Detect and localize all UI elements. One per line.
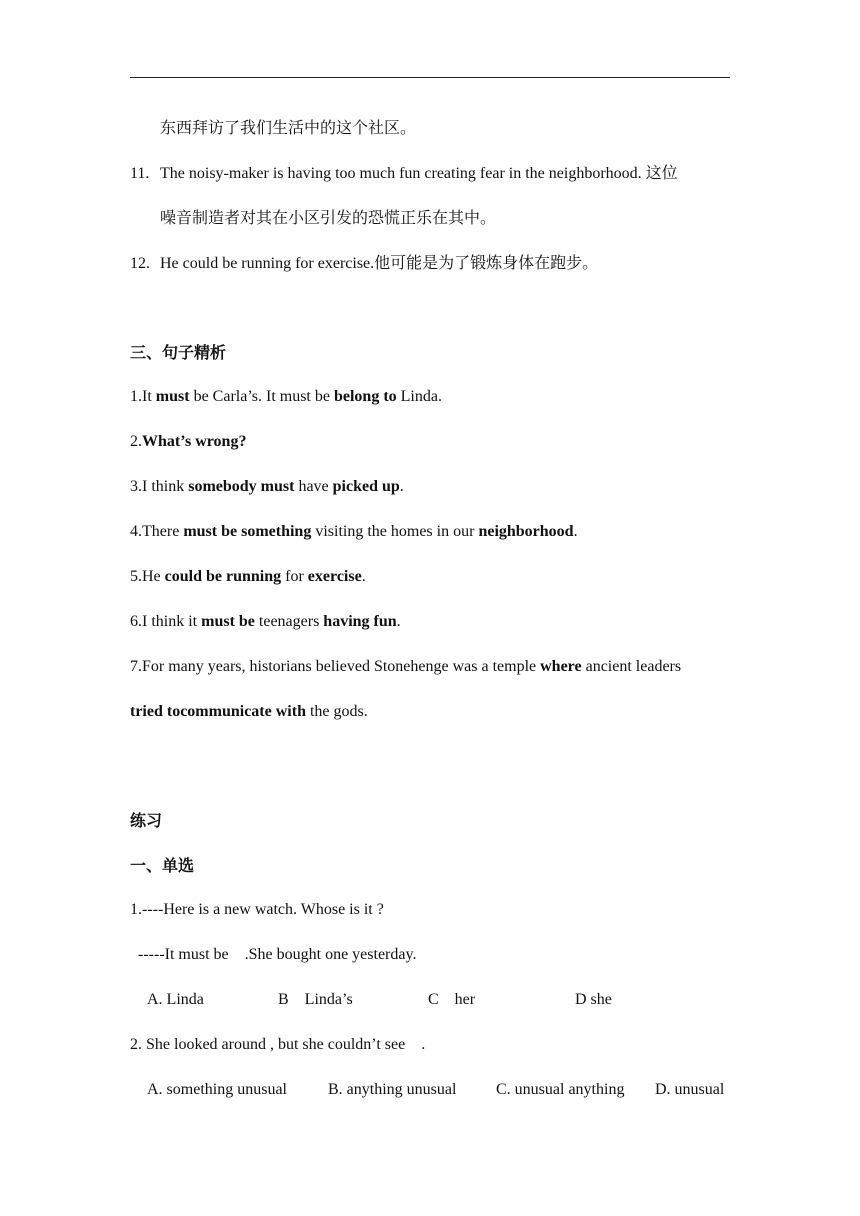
sentence-5	[130, 566, 366, 588]
sentence-1	[130, 386, 442, 408]
sentence-7-cont	[130, 701, 368, 723]
sentence-text: have	[294, 478, 333, 495]
sentence-4	[130, 521, 578, 543]
question-1-answer-line: -----It must be .She bought one yesterday.	[138, 946, 417, 963]
sentence-key-phrase: where	[540, 658, 582, 675]
sentence-text: visiting the homes in our	[311, 523, 479, 540]
question-1: 1.----Here is a new watch. Whose is it ?	[130, 901, 384, 918]
sentence-key-phrase: neighborhood	[478, 523, 574, 540]
question-1-option-d: D she	[575, 991, 612, 1008]
question-1-option-c: C her	[428, 991, 476, 1008]
sentence-key-phrase: belong to	[333, 388, 397, 405]
item-number: 11.	[130, 165, 150, 182]
question-1-option-b: B Linda’s	[278, 991, 353, 1008]
question-1-option-a: A. Linda	[147, 991, 204, 1008]
translation-continuation: 东西拜访了我们生活中的这个社区。	[160, 118, 417, 137]
sentence-text: the gods.	[305, 703, 368, 720]
sentence-text: 7.For many years, historians believed Stonehenge was a temple	[130, 658, 541, 675]
sentence-key-phrase: could be running	[164, 568, 282, 585]
section-heading: 三、句子精析	[130, 343, 227, 362]
sentence-text: .	[573, 523, 578, 540]
practice-heading: 练习	[130, 811, 163, 830]
translation-item-12	[130, 252, 598, 275]
sentence-text: ancient leaders	[581, 658, 682, 675]
item-number: 12.	[130, 255, 150, 272]
sentence-key-phrase: somebody must	[188, 478, 295, 495]
sentence-7	[130, 656, 681, 678]
question-2-option-d: D. unusual	[655, 1081, 725, 1098]
chinese-translation: 他可能是为了锻炼身体在跑步。	[374, 253, 599, 272]
sentence-3	[130, 476, 404, 498]
sentence-text: for	[281, 568, 308, 585]
sentence-key-phrase: must	[155, 388, 190, 405]
question-2: 2. She looked around , but she couldn’t see .	[130, 1036, 426, 1053]
question-2-option-a: A. something unusual	[147, 1081, 287, 1098]
sentence-key-phrase: must be something	[183, 523, 312, 540]
sentence-key-phrase: picked up	[332, 478, 400, 495]
sentence-text: .	[361, 568, 366, 585]
sentence-text: .	[399, 478, 404, 495]
question-2-option-c: C. unusual anything	[496, 1081, 625, 1098]
sentence-key-phrase: must be	[201, 613, 255, 630]
translation-item-11	[130, 162, 678, 185]
sentence-key-phrase: tried tocommunicate with	[130, 703, 306, 720]
sentence-text: be Carla’s. It must be	[189, 388, 334, 405]
sentence-text: teenagers	[254, 613, 324, 630]
sentence-text: 5.He	[130, 568, 165, 585]
sentence-text: 6.I think it	[130, 613, 202, 630]
translation-item-11-cont: 噪音制造者对其在小区引发的恐慌正乐在其中。	[160, 208, 497, 227]
english-sentence: The noisy-maker is having too much fun creating fear in the neighborhood.	[160, 165, 642, 182]
sentence-key-phrase: What’s wrong?	[142, 433, 247, 450]
sentence-2	[130, 431, 246, 453]
sentence-text: 1.It	[130, 388, 156, 405]
header-rule	[130, 77, 730, 78]
chinese-translation: 这位	[645, 163, 678, 182]
sentence-text: .	[396, 613, 401, 630]
sentence-text: 4.There	[130, 523, 184, 540]
sentence-6	[130, 611, 401, 633]
sentence-text: 3.I think	[130, 478, 189, 495]
sentence-text: Linda.	[396, 388, 442, 405]
sentence-text: 2.	[130, 433, 142, 450]
practice-subheading: 一、单选	[130, 856, 195, 875]
english-sentence: He could be running for exercise.	[160, 255, 375, 272]
sentence-key-phrase: having fun	[323, 613, 397, 630]
question-2-option-b: B. anything unusual	[328, 1081, 457, 1098]
sentence-key-phrase: exercise	[307, 568, 362, 585]
